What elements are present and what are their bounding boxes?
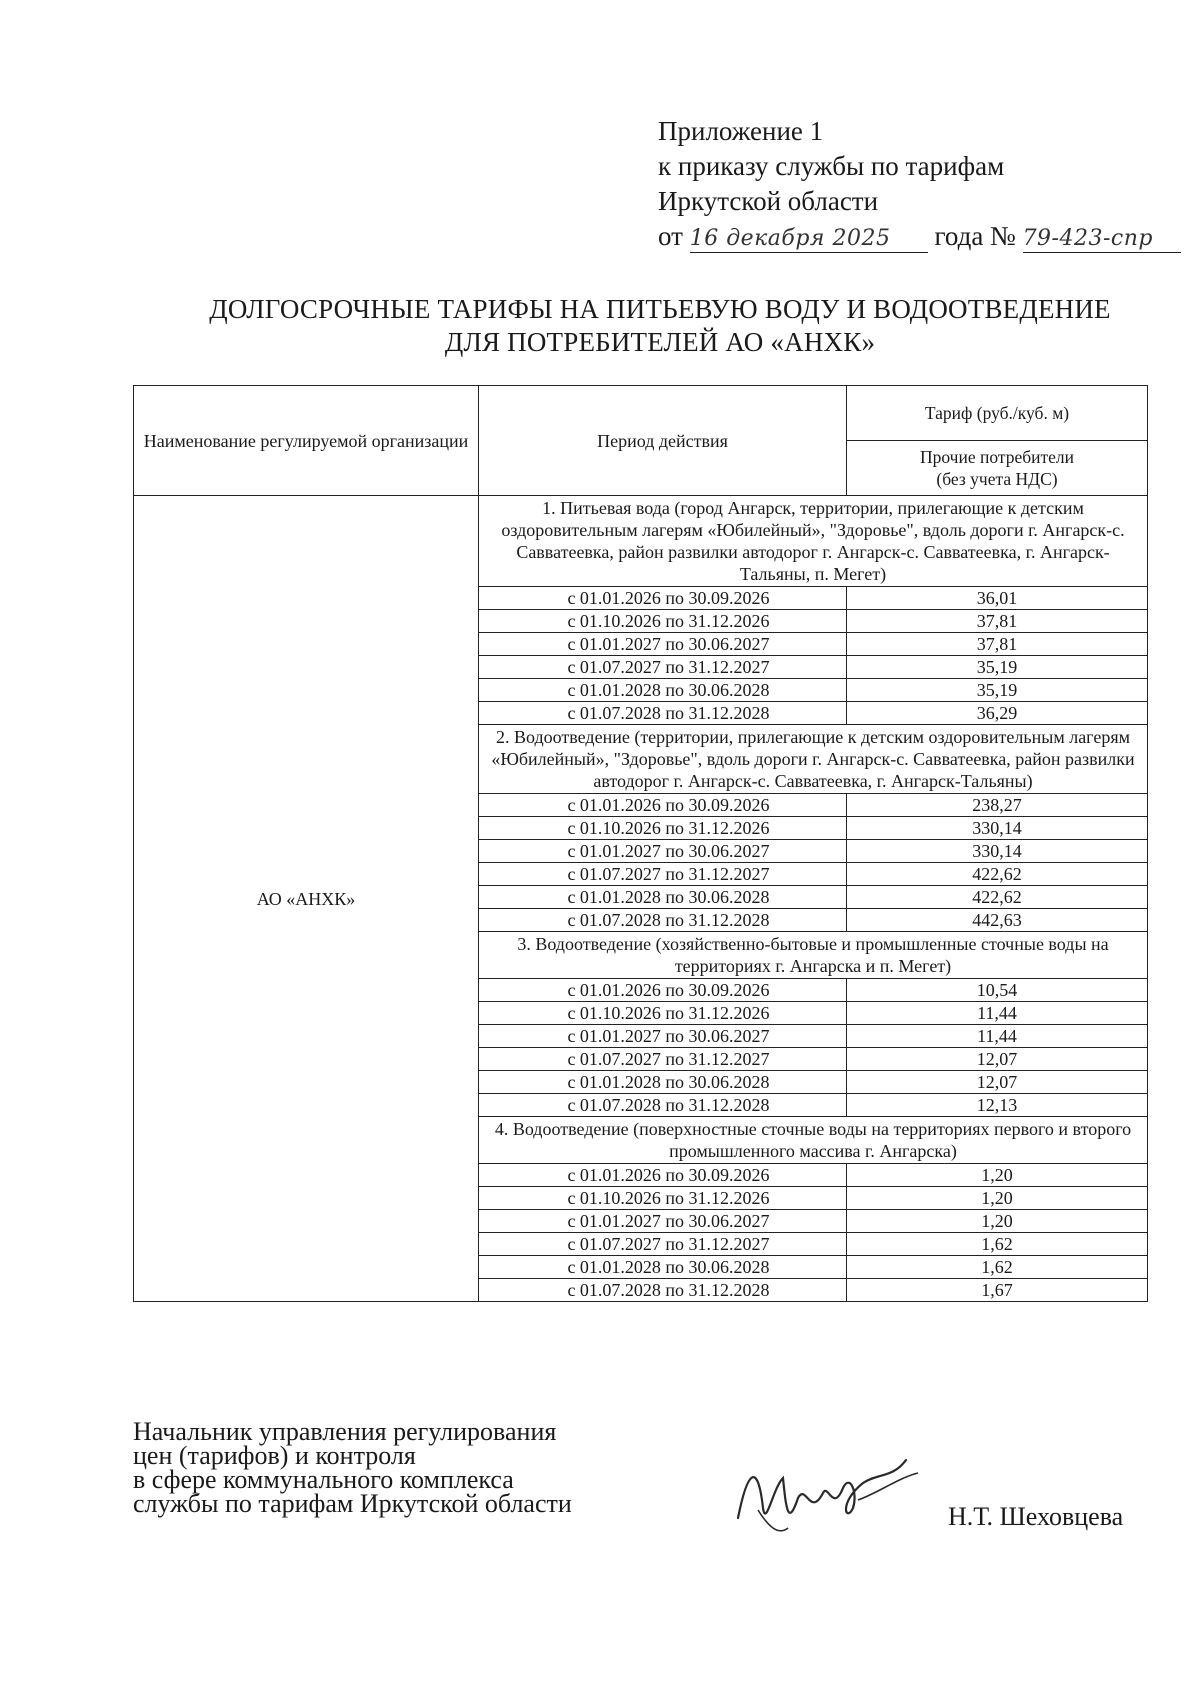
- year-label: года №: [934, 221, 1016, 251]
- period-cell: с 01.01.2028 по 30.06.2028: [479, 886, 847, 909]
- appendix-line-2: к приказу службы по тарифам: [658, 151, 1005, 181]
- appendix-line-3: Иркутской области: [658, 186, 879, 216]
- tariff-value-cell: 36,29: [847, 702, 1148, 725]
- header-row-1: [134, 386, 1148, 441]
- period-cell: с 01.01.2026 по 30.09.2026: [479, 1164, 847, 1187]
- tariff-value-cell: 37,81: [847, 633, 1148, 656]
- appendix-date-line: [658, 219, 1181, 254]
- signer-name: Н.Т. Шеховцева: [948, 1502, 1124, 1531]
- period-cell: с 01.01.2028 по 30.06.2028: [479, 679, 847, 702]
- header-org: Наименование регулируемой организации: [134, 386, 479, 496]
- signature-image: [728, 1448, 928, 1558]
- tariff-value-cell: 1,20: [847, 1187, 1148, 1210]
- header-vat-label: (без учета НДС): [936, 469, 1058, 489]
- period-cell: с 01.10.2026 по 31.12.2026: [479, 1187, 847, 1210]
- organization-cell: АО «АНХК»: [134, 496, 479, 1302]
- tariff-value-cell: 36,01: [847, 587, 1148, 610]
- header-consumers: [847, 441, 1148, 496]
- tariff-value-cell: 35,19: [847, 679, 1148, 702]
- tariff-value-cell: 330,14: [847, 840, 1148, 863]
- tariff-value-cell: 12,13: [847, 1094, 1148, 1117]
- tariff-value-cell: 1,62: [847, 1233, 1148, 1256]
- tariff-value-cell: 1,20: [847, 1164, 1148, 1187]
- tariff-value-cell: 422,62: [847, 863, 1148, 886]
- document-title: [130, 293, 1190, 359]
- section-title: 4. Водоотведение (поверхностные сточные воды на территориях первого и второго промышленного массива г. Ангарска): [479, 1117, 1148, 1164]
- header-tariff: Тариф (руб./куб. м): [847, 386, 1148, 441]
- header-consumers-label: Прочие потребители: [919, 447, 1075, 467]
- signatory-line-4: службы по тарифам Иркутской области: [133, 1489, 572, 1518]
- tariff-value-cell: 1,62: [847, 1256, 1148, 1279]
- period-cell: с 01.01.2027 по 30.06.2027: [479, 1025, 847, 1048]
- order-date-handwritten: 16 декабря 2025: [689, 226, 891, 251]
- tariff-value-cell: 422,62: [847, 886, 1148, 909]
- tariff-table-wrap: [133, 385, 1147, 1302]
- tariff-value-cell: 10,54: [847, 979, 1148, 1002]
- tariff-value-cell: 35,19: [847, 656, 1148, 679]
- signatory-line-3: в сфере коммунального комплекса: [133, 1465, 514, 1494]
- section-title: 2. Водоотведение (территории, прилегающие к детским оздоровительным лагерям «Юбилейный», "Здоровье", вдоль дороги г. Ангарск-с. Савватеевка, район развилки автодорог г. Ангарск-с. Савватеевка, г. Ангарск-Тальяны): [479, 725, 1148, 794]
- period-cell: с 01.01.2026 по 30.09.2026: [479, 979, 847, 1002]
- header-period: Период действия: [479, 386, 847, 496]
- period-cell: с 01.01.2028 по 30.06.2028: [479, 1071, 847, 1094]
- period-cell: с 01.07.2027 по 31.12.2027: [479, 1048, 847, 1071]
- order-number-field: [1023, 223, 1181, 253]
- period-cell: с 01.07.2028 по 31.12.2028: [479, 1094, 847, 1117]
- period-cell: с 01.07.2027 по 31.12.2027: [479, 656, 847, 679]
- period-cell: с 01.07.2028 по 31.12.2028: [479, 1279, 847, 1302]
- period-cell: с 01.10.2026 по 31.12.2026: [479, 817, 847, 840]
- tariff-value-cell: 12,07: [847, 1071, 1148, 1094]
- period-cell: с 01.01.2027 по 30.06.2027: [479, 633, 847, 656]
- title-line-1: ДОЛГОСРОЧНЫЕ ТАРИФЫ НА ПИТЬЕВУЮ ВОДУ И ВОДООТВЕДЕНИЕ: [209, 294, 1111, 324]
- period-cell: с 01.07.2028 по 31.12.2028: [479, 702, 847, 725]
- signatory-block: [133, 1417, 572, 1518]
- tariff-value-cell: 330,14: [847, 817, 1148, 840]
- order-number-handwritten: 79-423-спр: [1022, 226, 1153, 251]
- tariff-value-cell: 12,07: [847, 1048, 1148, 1071]
- tariff-value-cell: 11,44: [847, 1002, 1148, 1025]
- tariff-table: [133, 385, 1148, 1302]
- appendix-block: [658, 114, 1181, 254]
- signatory-line-1: Начальник управления регулирования: [133, 1417, 557, 1446]
- period-cell: с 01.10.2026 по 31.12.2026: [479, 610, 847, 633]
- period-cell: с 01.01.2027 по 30.06.2027: [479, 1210, 847, 1233]
- period-cell: с 01.01.2028 по 30.06.2028: [479, 1256, 847, 1279]
- period-cell: с 01.10.2026 по 31.12.2026: [479, 1002, 847, 1025]
- period-cell: с 01.07.2027 по 31.12.2027: [479, 1233, 847, 1256]
- period-cell: с 01.01.2026 по 30.09.2026: [479, 794, 847, 817]
- tariff-value-cell: 1,67: [847, 1279, 1148, 1302]
- appendix-line-1: Приложение 1: [658, 116, 824, 146]
- period-cell: с 01.01.2027 по 30.06.2027: [479, 840, 847, 863]
- period-cell: с 01.07.2027 по 31.12.2027: [479, 863, 847, 886]
- tariff-value-cell: 1,20: [847, 1210, 1148, 1233]
- signatory-line-2: цен (тарифов) и контроля: [133, 1441, 416, 1470]
- from-label: от: [658, 221, 683, 251]
- tariff-value-cell: 442,63: [847, 909, 1148, 932]
- period-cell: с 01.01.2026 по 30.09.2026: [479, 587, 847, 610]
- order-date-field: [690, 223, 928, 253]
- period-cell: с 01.07.2028 по 31.12.2028: [479, 909, 847, 932]
- title-line-2: ДЛЯ ПОТРЕБИТЕЛЕЙ АО «АНХК»: [444, 327, 876, 357]
- tariff-value-cell: 238,27: [847, 794, 1148, 817]
- section-title: 1. Питьевая вода (город Ангарск, территории, прилегающие к детским оздоровительным лагерям «Юбилейный», "Здоровье", вдоль дороги г. Ангарск-с. Савватеевка, район развилки автодорог г. Ангарск-с. Савватеевка, г. Ангарск-Тальяны, п. Мегет): [479, 496, 1148, 587]
- section-title: 3. Водоотведение (хозяйственно-бытовые и промышленные сточные воды на территориях г. Ангарска и п. Мегет): [479, 932, 1148, 979]
- tariff-value-cell: 11,44: [847, 1025, 1148, 1048]
- section-row: [134, 496, 1148, 587]
- tariff-value-cell: 37,81: [847, 610, 1148, 633]
